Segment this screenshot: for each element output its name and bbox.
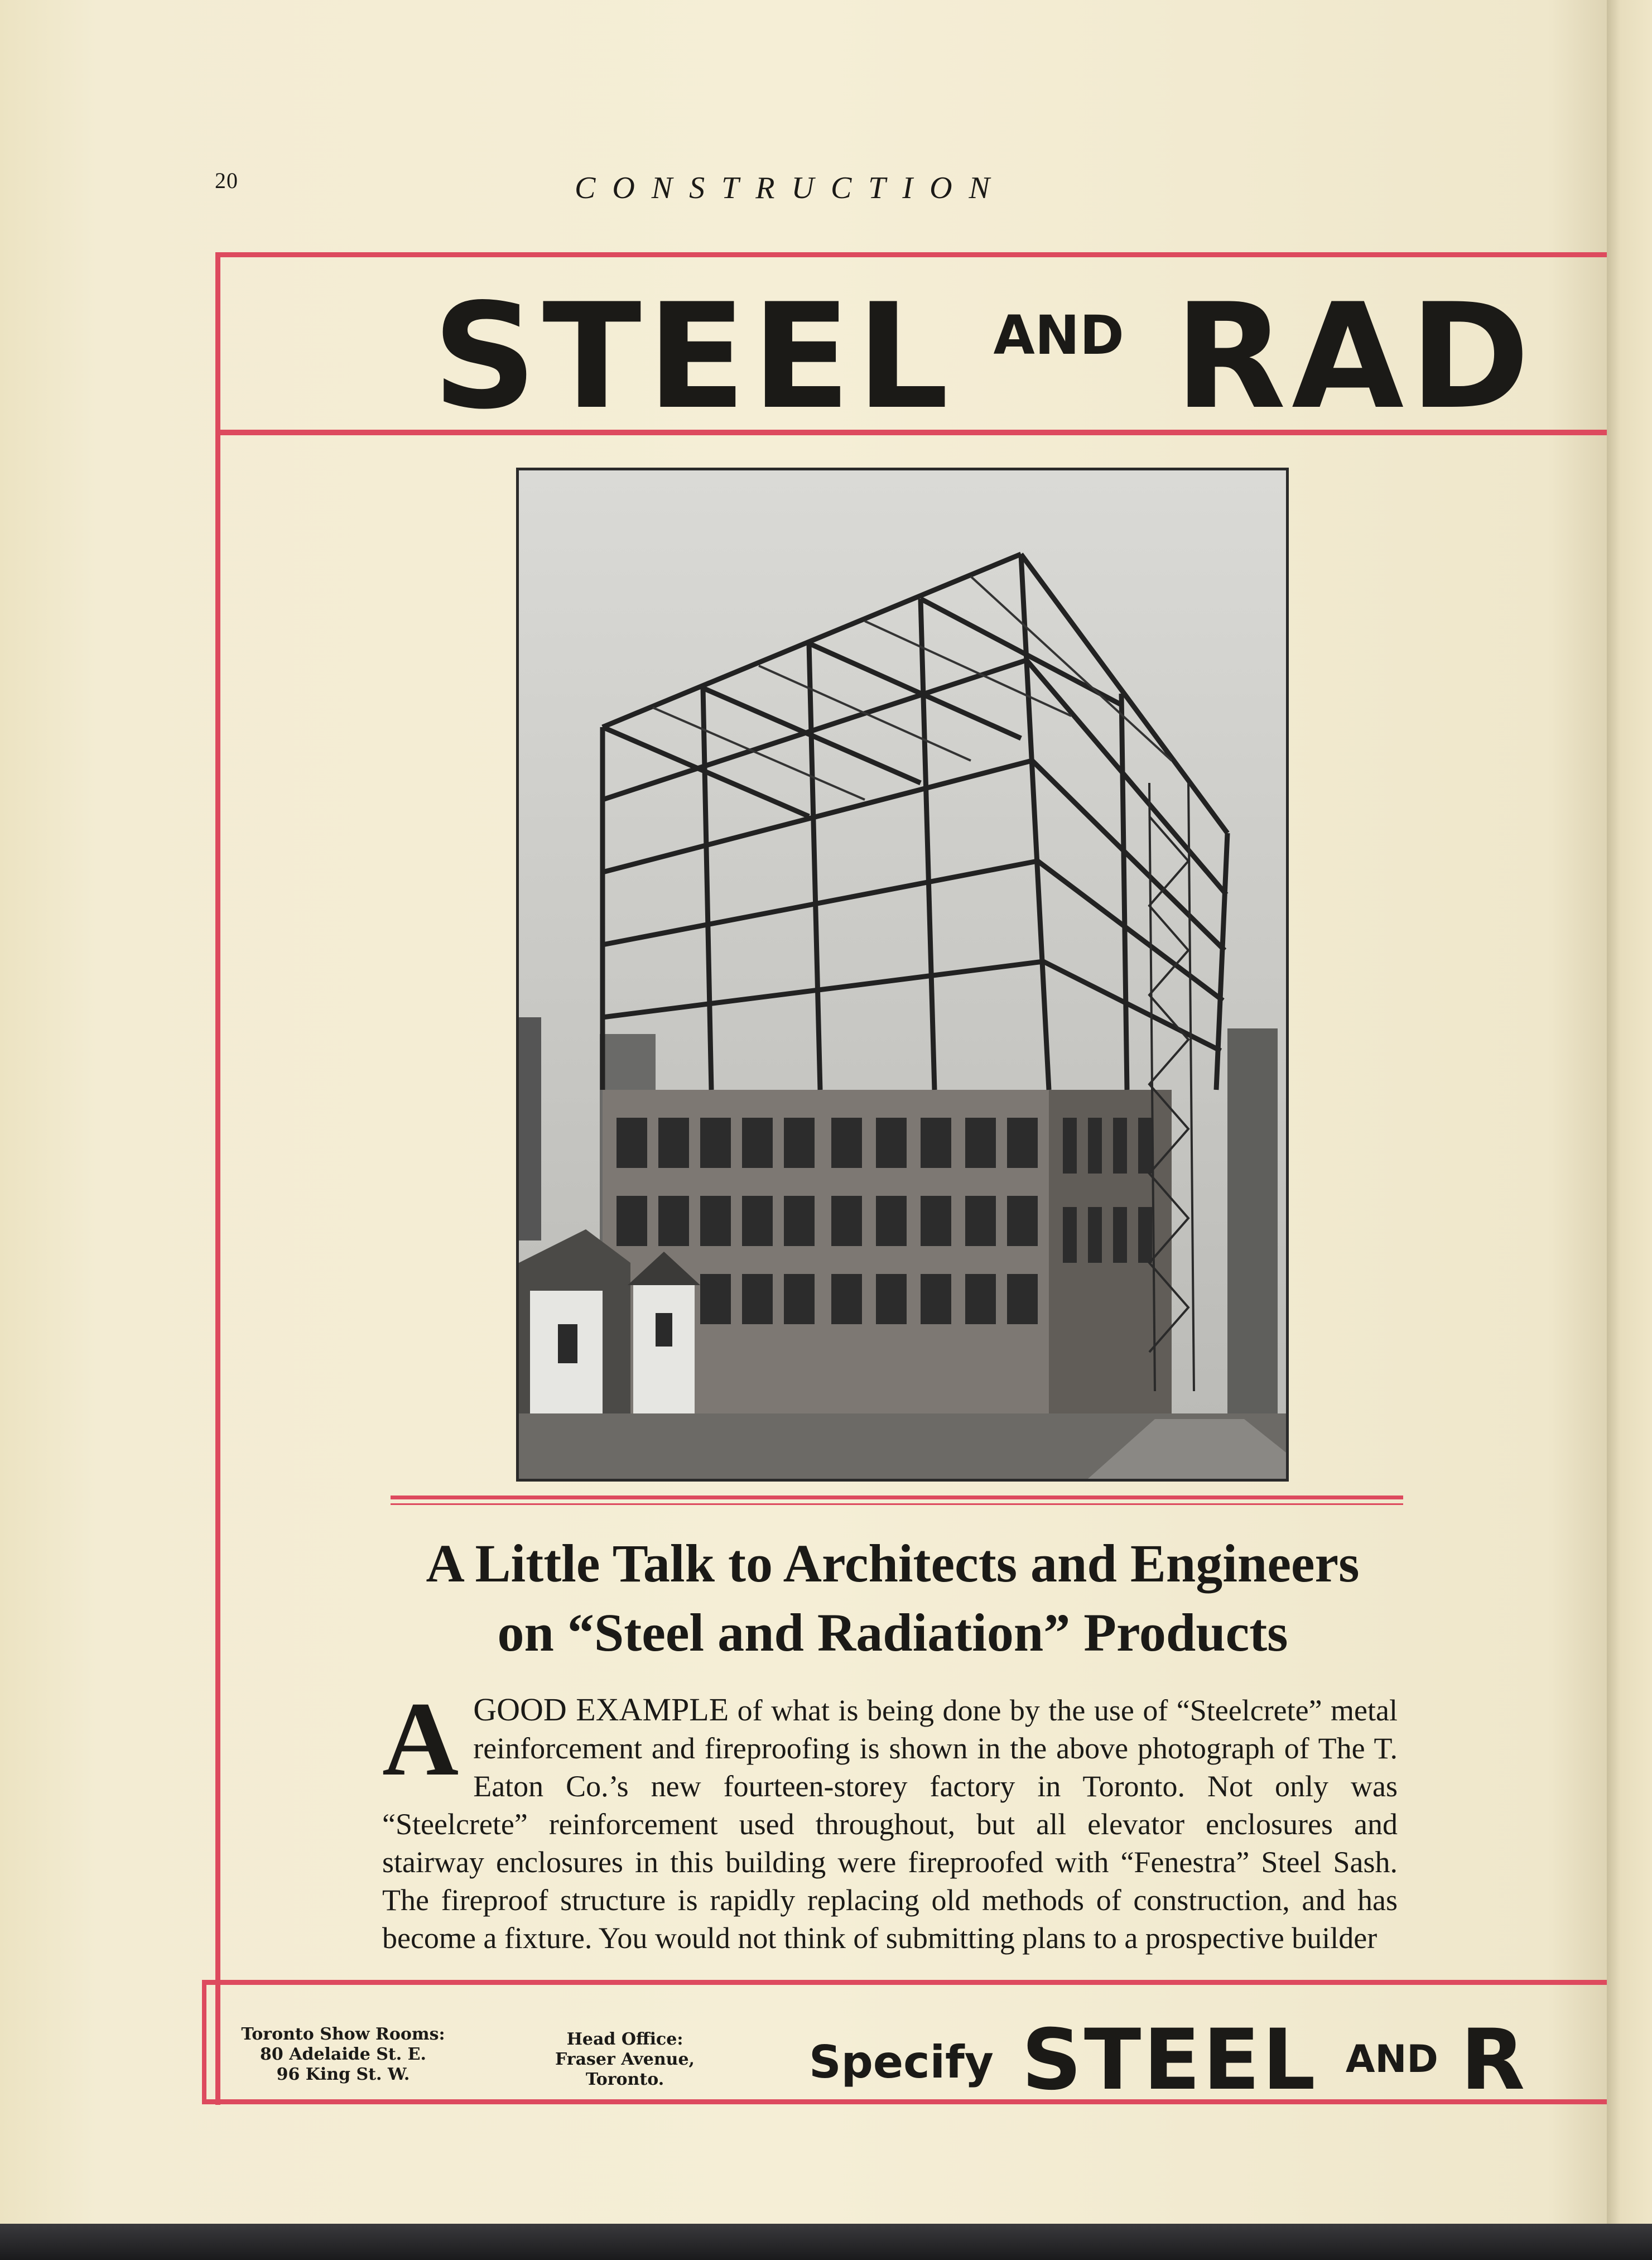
head-office-line2: Toronto.	[585, 2070, 664, 2089]
footer-word-and: AND	[1345, 2037, 1438, 2081]
lead-in: GOOD EXAMPLE	[473, 1691, 729, 1728]
footer-left-rule	[202, 1980, 206, 2104]
border-top-rule	[220, 252, 1607, 257]
footer-word-steel: STEEL	[1021, 2012, 1318, 2109]
footer-word-r: R	[1460, 2012, 1525, 2109]
showrooms-address-line1: 80 Adelaide St. E.	[260, 2045, 426, 2064]
headline-word-rad: RAD	[1174, 273, 1536, 441]
footer-specify: Specify	[809, 2036, 994, 2088]
body-paragraph: of what is being done by the use of “Steelcrete” metal reinforcement and fireproofing is shown in the above photograph of The T. Eaton Co.’s new fourteen-storey factory in Toronto. Not only was “Steelcrete” reinforcement used throughout, but all elevator enclosures and stairway enclosures in this building were fireproofed with “Fenestra” Steel Sash. The fireproof structure is rapidly replacing old methods of construction, and has become a fixture. You would not think of submitting plans to a prospective builder	[382, 1694, 1398, 1955]
drop-cap: A	[382, 1681, 459, 1798]
head-office-address	[541, 2030, 709, 2090]
article-body	[382, 1681, 1398, 1957]
head-office-label: Head Office:	[566, 2030, 683, 2049]
page-number: 20	[215, 168, 238, 193]
footer-top-rule	[202, 1980, 1607, 1985]
headline-word-and: AND	[993, 304, 1124, 367]
border-left-rule	[215, 252, 220, 2105]
headline	[432, 273, 1535, 441]
running-head: CONSTRUCTION	[575, 171, 1006, 205]
footer-advert	[809, 2012, 1525, 2109]
photo-caption-rule-thin	[391, 1503, 1403, 1505]
article-title-line1: A Little Talk to Architects and Engineers	[426, 1533, 1360, 1593]
footer-bottom-rule	[202, 2099, 1607, 2104]
showrooms-address	[232, 2025, 455, 2085]
scan-bottom-edge	[0, 2224, 1652, 2260]
article-title-line2: on “Steel and Radiation” Products	[497, 1603, 1288, 1662]
book-spine	[1607, 0, 1652, 2260]
building-photograph	[516, 468, 1289, 1482]
steel-frame-building-illustration	[519, 470, 1286, 1479]
article-title	[379, 1529, 1406, 1667]
head-office-line1: Fraser Avenue,	[555, 2050, 695, 2069]
photo-caption-rule	[391, 1496, 1403, 1499]
headline-word-steel: STEEL	[432, 273, 955, 441]
showrooms-label: Toronto Show Rooms:	[241, 2025, 445, 2044]
showrooms-address-line2: 96 King St. W.	[276, 2065, 410, 2084]
